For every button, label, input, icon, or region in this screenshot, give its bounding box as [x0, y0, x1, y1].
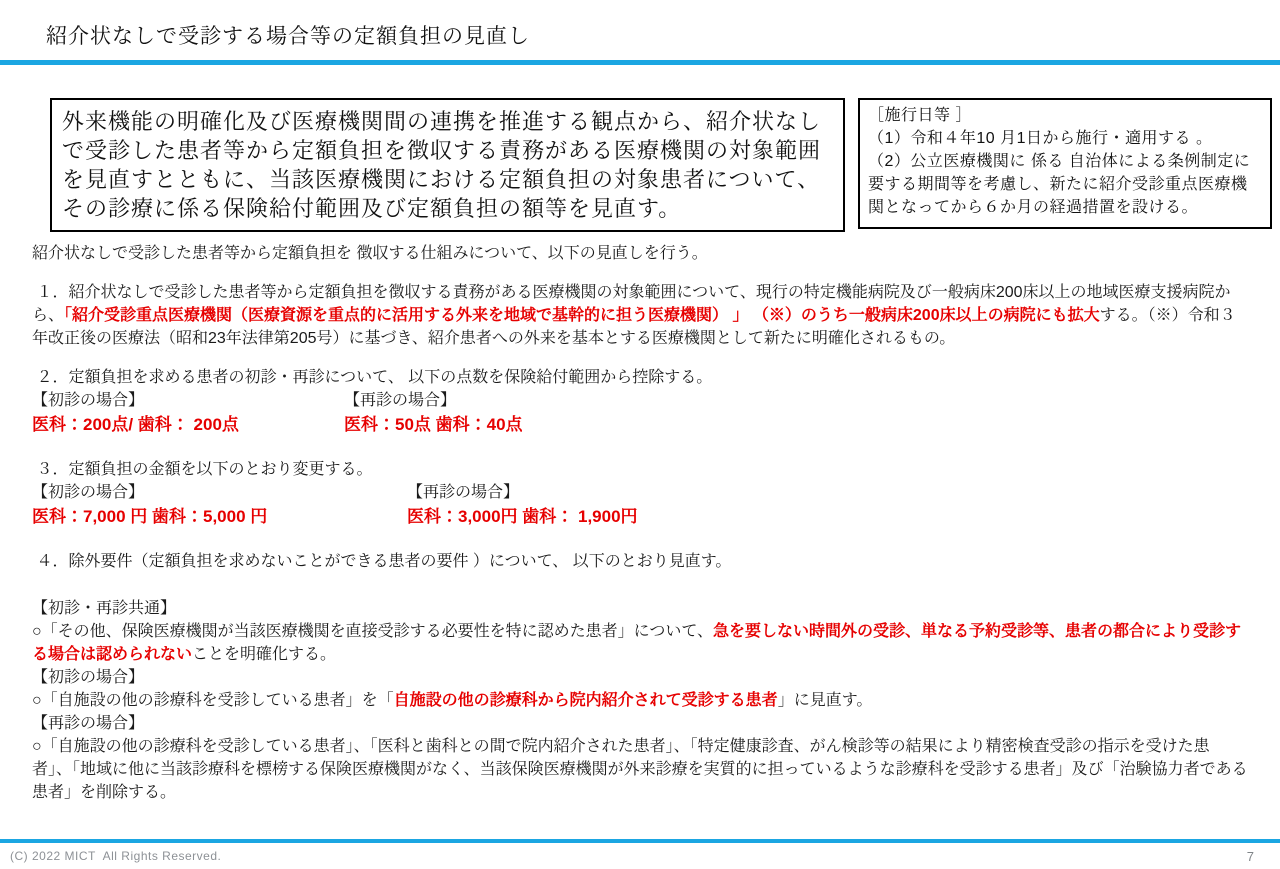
common-case-label: 【初診・再診共通】	[32, 600, 177, 617]
first-visit-label: 【初診の場合】	[32, 484, 145, 501]
top-boxes	[50, 98, 1272, 232]
header	[0, 0, 1280, 52]
enforcement-item-2: （2）公立医療機関に 係る 自治体による条例制定に要する期間等を考慮し、新たに紹介受診重点医療機関となってから６か月の経過措置を設ける。	[868, 153, 1251, 216]
page-number: 7	[1246, 848, 1254, 864]
first-visit-points: 医科：200点/ 歯科： 200点	[32, 415, 239, 434]
section-4-heading: ４．除外要件（定額負担を求めないことができる患者の要件 ）について、 以下のとおり見直す。	[32, 553, 732, 570]
section-3	[32, 458, 1248, 530]
first-visit-fees: 医科：7,000 円 歯科：5,000 円	[32, 507, 268, 526]
section-3-case-labels	[32, 481, 1248, 504]
section-3-fee-values	[32, 504, 1248, 530]
footer	[0, 839, 1280, 869]
section-1-paragraph: １．紹介状なしで受診した患者等から定額負担を徴収する責務がある医療機関の対象範囲について、現行の特定機能病院及び一般病床200床以上の地域医療支援病院から、「紹介受診重点医療機関（医療資源を重点的に活用する外来を地域で基幹的に担う医療機関） 」 （※）のうち一般病床200床以上の病院にも拡大する。（※）令和３年改正後の医療法（昭和23年法律第205号）に基づき、紹介患者への外来を基本とする医療機関として新たに明確化されるもの。	[32, 284, 1236, 347]
revisit-fees: 医科：3,000円 歯科： 1,900円	[407, 507, 638, 526]
revisit-case-label: 【再診の場合】	[32, 715, 145, 732]
section-2	[32, 366, 1248, 438]
section-2-heading: ２．定額負担を求める患者の初診・再診について、 以下の点数を保険給付範囲から控除する。	[32, 369, 713, 386]
revisit-case-paragraph: ○「自施設の他の診療科を受診している患者」、「医科と歯科との間で院内紹介された患者」、「特定健康診査、がん検診等の結果により精密検査受診の指示を受けた患者」、「地域に他に当該診療科を標榜する保険医療機関がなく、当該保険医療機関が外来診療を実質的に担っているような診療科を受診する患者」及び「治験協力者である患者」を削除する。	[32, 738, 1248, 801]
body	[32, 242, 1248, 804]
enforcement-item-1: （1）令和４年10 月1日から施行・適用する 。	[868, 130, 1213, 147]
section-2-point-values	[32, 412, 1248, 438]
revisit-points: 医科：50点 歯科：40点	[344, 415, 523, 434]
summary-text: 外来機能の明確化及び医療機関間の連携を推進する観点から、紹介状なしで受診した患者等から定額負担を徴収する責務がある医療機関の対象範囲を見直すとともに、当該医療機関における定額負担の対象患者について、その診療に係る保険給付範囲及び定額負担の額等を見直す。	[62, 109, 822, 221]
copyright-text: (C) 2022 MICT All Rights Reserved.	[10, 849, 222, 863]
first-visit-label: 【初診の場合】	[32, 392, 145, 409]
page-title: 紹介状なしで受診する場合等の定額負担の見直し	[46, 25, 530, 48]
footer-row	[0, 843, 1280, 869]
revisit-label: 【再診の場合】	[407, 484, 520, 501]
title-divider	[0, 60, 1280, 65]
enforcement-box	[858, 98, 1272, 229]
intro-text: 紹介状なしで受診した患者等から定額負担を 徴収する仕組みについて、以下の見直しを行う。	[32, 245, 708, 262]
section-2-case-labels	[32, 389, 1248, 412]
enforcement-heading: ［施行日等 ］	[868, 107, 972, 124]
revisit-label: 【再診の場合】	[344, 392, 457, 409]
first-visit-case-paragraph: ○「自施設の他の診療科を受診している患者」を「自施設の他の診療科から院内紹介されて受診する患者」に見直す。	[32, 692, 873, 709]
section-3-heading: ３．定額負担の金額を以下のとおり変更する。	[32, 461, 373, 478]
summary-box	[50, 98, 845, 232]
first-visit-case-label: 【初診の場合】	[32, 669, 145, 686]
common-case-paragraph: ○「その他、保険医療機関が当該医療機関を直接受診する必要性を特に認めた患者」について、急を要しない時間外の受診、単なる予約受診等、患者の都合により受診する場合は認められないことを明確化する。	[32, 623, 1242, 663]
